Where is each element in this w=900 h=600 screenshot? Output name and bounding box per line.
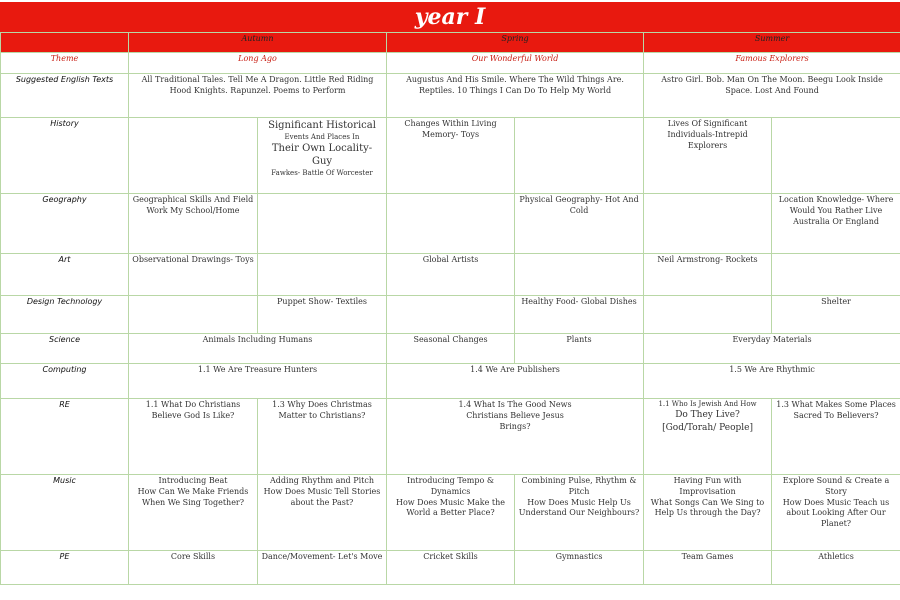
music-a2-topic: Adding Rhythm and Pitch	[270, 476, 374, 485]
english-label: Suggested English Texts	[1, 74, 129, 118]
art-summer-1: Neil Armstrong- Rockets	[644, 254, 772, 296]
art-row	[1, 254, 900, 296]
science-row	[1, 334, 900, 364]
music-s1-question: How Does Music Make the World a Better Place?	[396, 497, 506, 518]
re-su1-line-3: [God/Torah/ People]	[662, 422, 753, 433]
re-su1-line-2: Do They Live?	[675, 410, 740, 421]
english-row	[1, 74, 900, 118]
theme-label: Theme	[1, 53, 129, 74]
music-summer-1	[644, 475, 772, 551]
pe-row	[1, 551, 900, 585]
pe-spring-1: Cricket Skills	[387, 551, 515, 585]
science-label: Science	[1, 334, 129, 364]
pe-summer-1: Team Games	[644, 551, 772, 585]
music-su2-question: How Does Music Teach us about Looking After Our Planet?	[782, 497, 890, 529]
pe-spring-2: Gymnastics	[515, 551, 644, 585]
history-spring-2	[515, 118, 644, 194]
english-autumn: All Traditional Tales. Tell Me A Dragon. Little Red Riding Hood Knights. Rapunzel. Poems to Perform	[129, 74, 387, 118]
computing-spring: 1.4 We Are Publishers	[387, 364, 644, 399]
dt-spring-1	[387, 296, 515, 334]
re-spring-line-2: Christians Believe Jesus	[466, 410, 564, 420]
pe-autumn-2: Dance/Movement- Let's Move	[258, 551, 387, 585]
re-spring	[387, 399, 644, 475]
music-a1-question: How Can We Make Friends When We Sing Together?	[137, 486, 249, 507]
science-summer: Everyday Materials	[644, 334, 900, 364]
science-autumn: Animals Including Humans	[129, 334, 387, 364]
term-autumn: Autumn	[129, 33, 387, 53]
music-summer-2	[772, 475, 900, 551]
geography-summer-2: Location Knowledge- Where Would You Rather Live Australia Or England	[772, 194, 900, 254]
computing-autumn: 1.1 We Are Treasure Hunters	[129, 364, 387, 399]
theme-row	[1, 53, 900, 74]
history-autumn-1	[129, 118, 258, 194]
re-label: RE	[1, 399, 129, 475]
music-spring-2	[515, 475, 644, 551]
dt-summer-1	[644, 296, 772, 334]
history-a2-title: Significant Historical	[268, 120, 376, 131]
computing-label: Computing	[1, 364, 129, 399]
music-label: Music	[1, 475, 129, 551]
term-header-row	[1, 33, 900, 53]
re-summer-2: 1.3 What Makes Some Places Sacred To Believers?	[772, 399, 900, 475]
music-s2-question: How Does Music Help Us Understand Our Neighbours?	[518, 497, 640, 518]
theme-summer: Famous Explorers	[644, 53, 900, 74]
re-su1-line-1: 1.1 Who Is Jewish And How	[658, 400, 757, 408]
history-row	[1, 118, 900, 194]
history-summer-1: Lives Of Significant Individuals-Intrepid Explorers	[644, 118, 772, 194]
music-su1-question: What Songs Can We Sing to Help Us through the Day?	[650, 497, 765, 518]
music-autumn-2	[258, 475, 387, 551]
pe-autumn-1: Core Skills	[129, 551, 258, 585]
dt-autumn-2: Puppet Show- Textiles	[258, 296, 387, 334]
computing-summer: 1.5 We Are Rhythmic	[644, 364, 900, 399]
music-su2-topic: Explore Sound & Create a Story	[782, 476, 890, 496]
history-a2-title2: Their Own Locality- Guy	[271, 142, 373, 168]
geography-spring-2: Physical Geography- Hot And Cold	[515, 194, 644, 254]
term-spring: Spring	[387, 33, 644, 53]
re-row	[1, 399, 900, 475]
geography-autumn-2	[258, 194, 387, 254]
dt-label: Design Technology	[1, 296, 129, 334]
re-spring-line-1: 1.4 What Is The Good News	[458, 400, 572, 409]
music-s1-topic: Introducing Tempo & Dynamics	[407, 476, 494, 496]
history-summer-2	[772, 118, 900, 194]
theme-autumn: Long Ago	[129, 53, 387, 74]
art-autumn-2	[258, 254, 387, 296]
header-corner	[1, 33, 129, 53]
english-summer: Astro Girl. Bob. Man On The Moon. Beegu Look Inside Space. Lost And Found	[644, 74, 900, 118]
science-spring-2: Plants	[515, 334, 644, 364]
music-row	[1, 475, 900, 551]
dt-summer-2: Shelter	[772, 296, 900, 334]
music-autumn-1	[129, 475, 258, 551]
music-spring-1	[387, 475, 515, 551]
dt-row	[1, 296, 900, 334]
music-a2-question: How Does Music Tell Stories about the Past?	[263, 486, 381, 507]
geography-spring-1	[387, 194, 515, 254]
dt-spring-2: Healthy Food- Global Dishes	[515, 296, 644, 334]
term-summer: Summer	[644, 33, 900, 53]
pe-summer-2: Athletics	[772, 551, 900, 585]
history-a2-sub2: Fawkes- Battle Of Worcester	[271, 168, 373, 177]
science-spring-1: Seasonal Changes	[387, 334, 515, 364]
history-label: History	[1, 118, 129, 194]
page-title: year I	[0, 2, 900, 32]
art-spring-2	[515, 254, 644, 296]
music-s2-topic: Combining Pulse, Rhythm & Pitch	[521, 476, 637, 496]
art-spring-1: Global Artists	[387, 254, 515, 296]
computing-row	[1, 364, 900, 399]
geography-row	[1, 194, 900, 254]
music-su1-topic: Having Fun with Improvisation	[673, 476, 742, 496]
art-autumn-1: Observational Drawings- Toys	[129, 254, 258, 296]
re-autumn-1: 1.1 What Do Christians Believe God Is Like?	[129, 399, 258, 475]
english-spring: Augustus And His Smile. Where The Wild Things Are. Reptiles. 10 Things I Can Do To Help My World	[387, 74, 644, 118]
pe-label: PE	[1, 551, 129, 585]
re-autumn-2: 1.3 Why Does Christmas Matter to Christians?	[258, 399, 387, 475]
geography-summer-1	[644, 194, 772, 254]
dt-autumn-1	[129, 296, 258, 334]
history-spring-1: Changes Within Living Memory- Toys	[387, 118, 515, 194]
art-label: Art	[1, 254, 129, 296]
geography-autumn-1: Geographical Skills And Field Work My School/Home	[129, 194, 258, 254]
history-a2-sub: Events And Places In	[284, 132, 360, 141]
theme-spring: Our Wonderful World	[387, 53, 644, 74]
curriculum-table	[0, 32, 900, 585]
music-a1-topic: Introducing Beat	[158, 476, 228, 485]
re-spring-line-3: Brings?	[499, 421, 531, 431]
art-summer-2	[772, 254, 900, 296]
history-autumn-2	[258, 118, 387, 194]
geography-label: Geography	[1, 194, 129, 254]
re-summer-1	[644, 399, 772, 475]
